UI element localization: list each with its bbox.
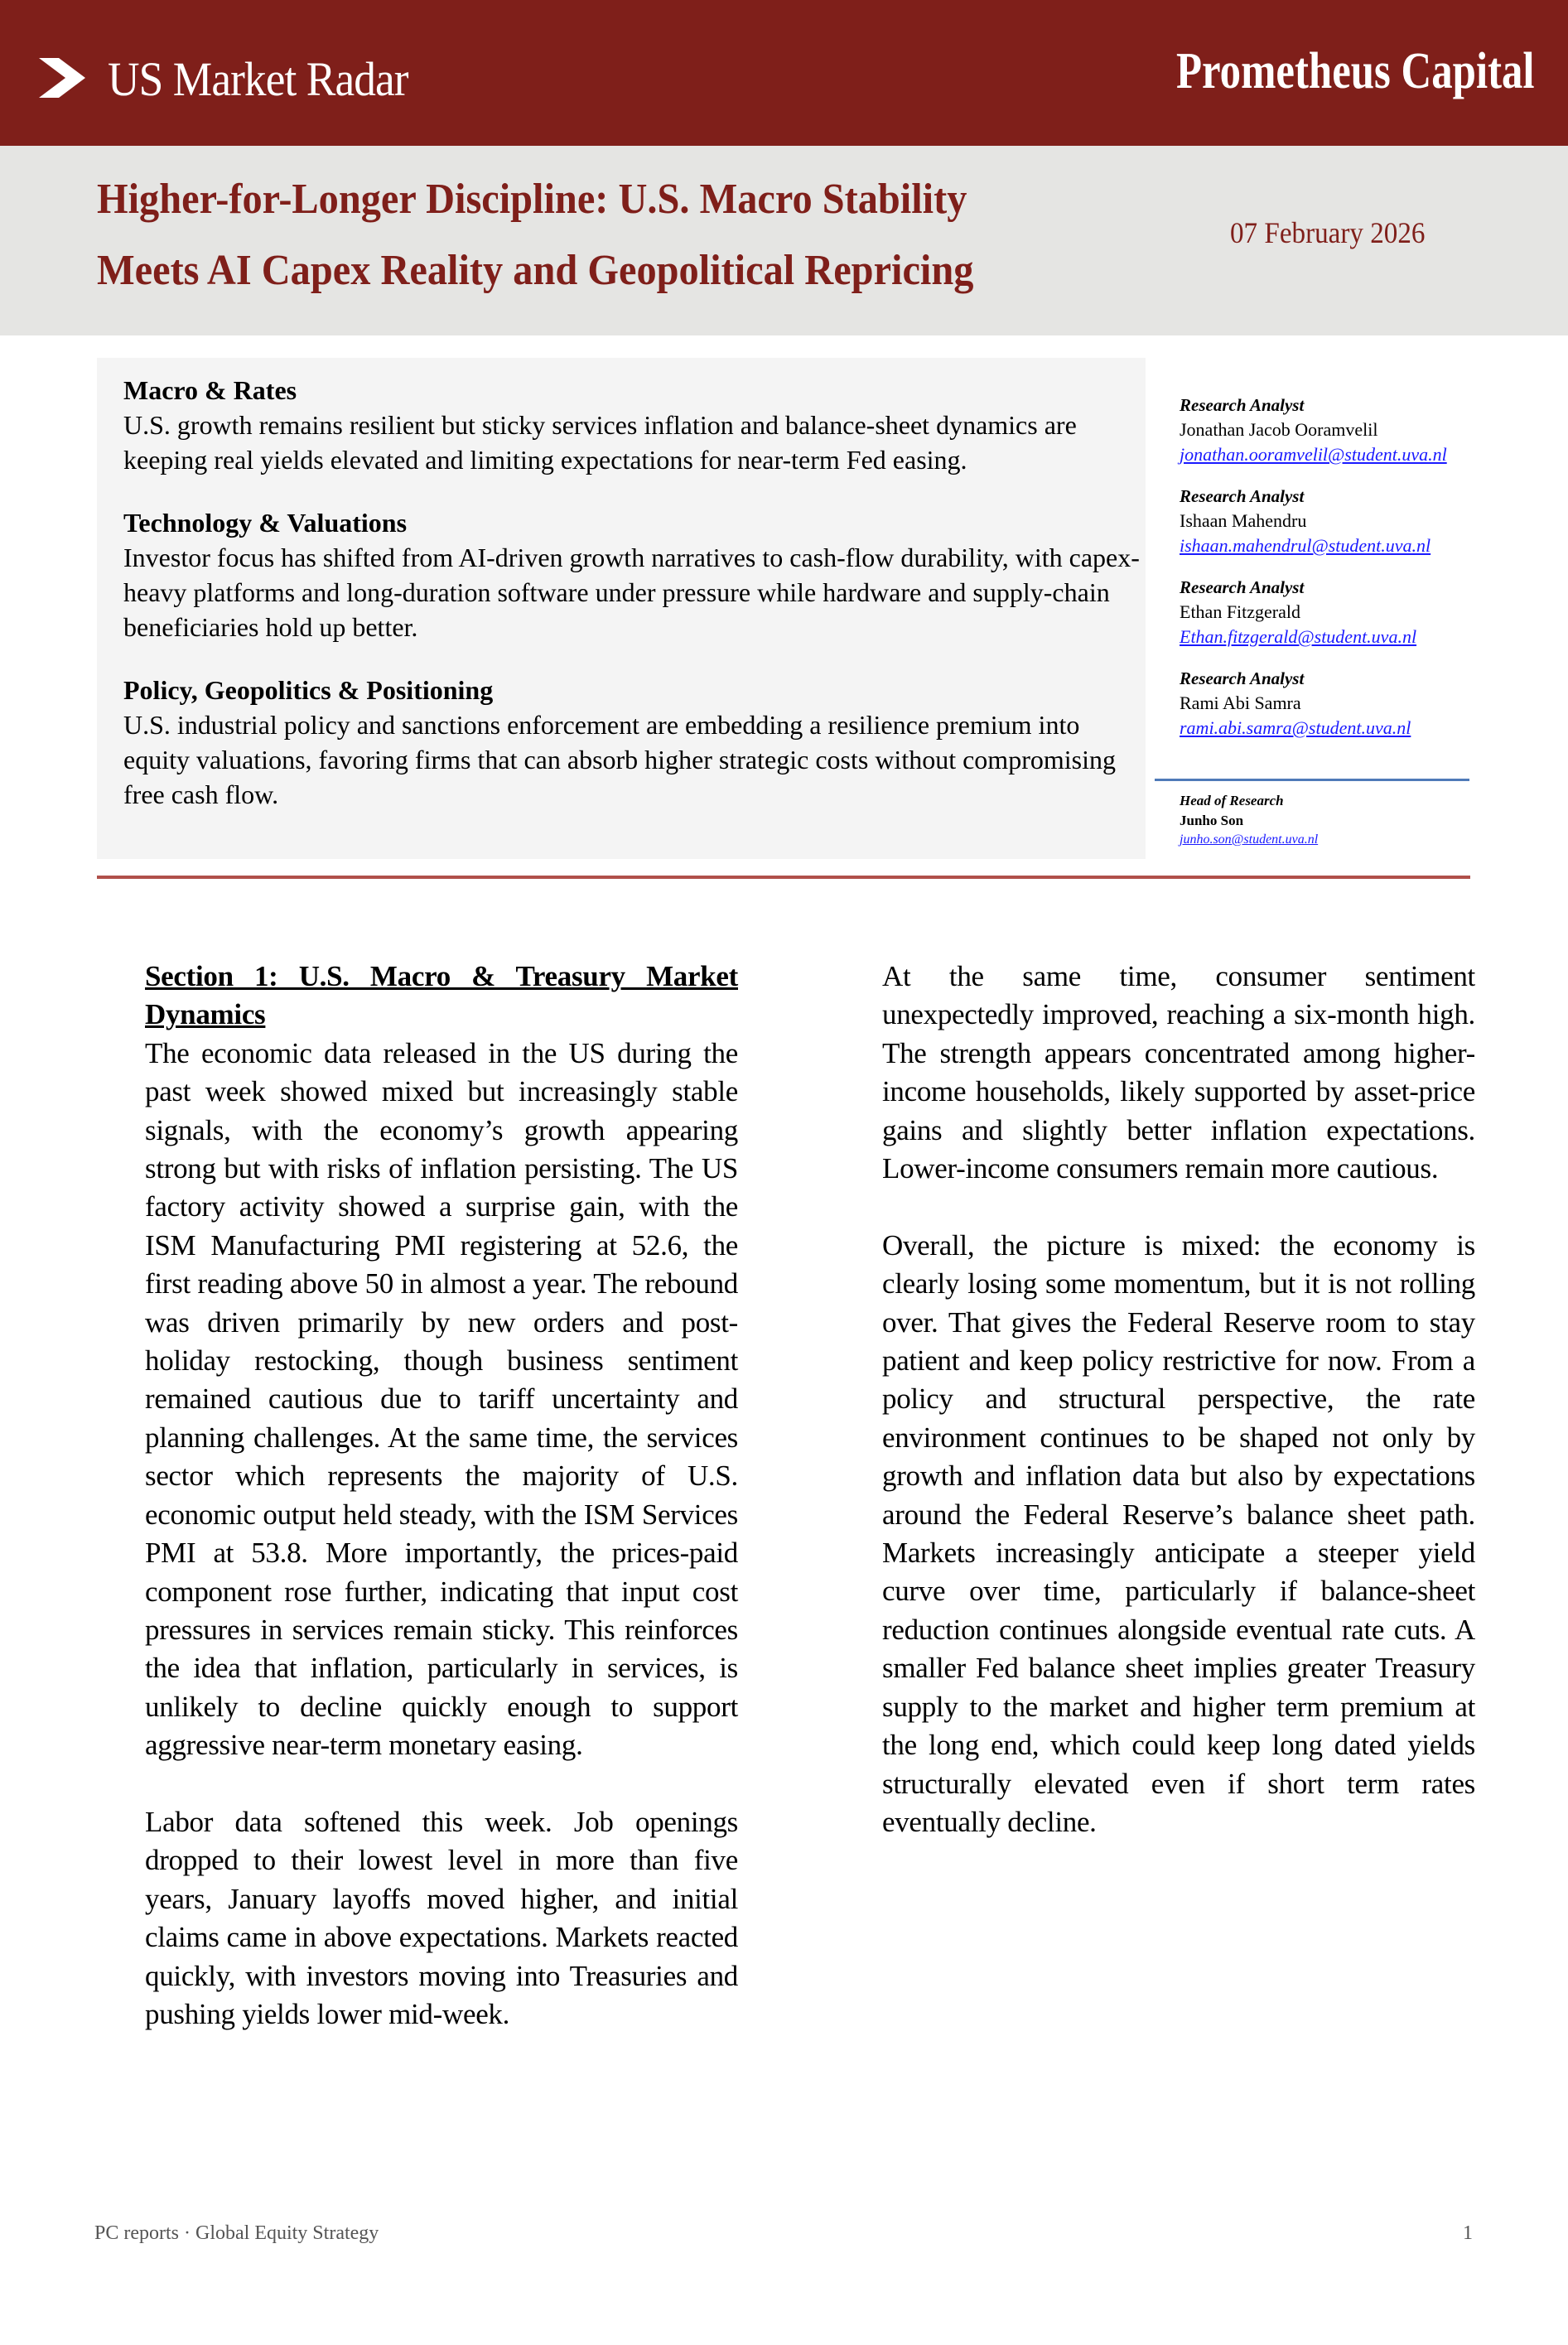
- body-paragraph: Labor data softened this week. Job openings dropped to their lowest level in more than five years, January layoffs moved higher, and initial claims came in above expectations. Markets reacted quickly, with investors moving into Treasuries and pushing yields lower mid-week.: [145, 1805, 738, 2030]
- section-divider: [97, 876, 1470, 879]
- analyst-role: Research Analyst: [1180, 486, 1305, 506]
- contacts-divider: [1155, 779, 1469, 781]
- title-band: [0, 146, 1568, 335]
- analyst-contact: [1180, 666, 1478, 741]
- analyst-email-link[interactable]: ishaan.mahendrul@student.uva.nl: [1180, 535, 1431, 556]
- body-column-left: [145, 958, 738, 2072]
- analyst-contact: [1180, 484, 1478, 558]
- chevron-right-icon: [39, 58, 85, 98]
- summary-technology-valuations: [123, 505, 1151, 644]
- report-title-line-1: Higher-for-Longer Discipline: U.S. Macro Stability: [97, 176, 967, 223]
- analyst-contact: [1180, 575, 1478, 649]
- analyst-role: Research Analyst: [1180, 668, 1305, 688]
- report-title-line-2: Meets AI Capex Reality and Geopolitical Repricing: [97, 247, 974, 294]
- head-email-link[interactable]: junho.son@student.uva.nl: [1180, 832, 1319, 847]
- analyst-email-link[interactable]: rami.abi.samra@student.uva.nl: [1180, 717, 1411, 738]
- section-heading: Section 1: U.S. Macro & Treasury Market Dynamics: [145, 960, 738, 1031]
- body-paragraph: At the same time, consumer sentiment unexpectedly improved, reaching a six-month high. The strength appears concentrated among higher-income households, likely supported by asset-price gains and slightly better inflation expectations. Lower-income consumers remain more cautious.: [882, 960, 1475, 1185]
- footer-label: PC reports · Global Equity Strategy: [94, 2222, 379, 2244]
- summary-heading: Technology & Valuations: [123, 508, 408, 538]
- analyst-role: Research Analyst: [1180, 395, 1305, 415]
- analyst-contact: [1180, 393, 1478, 467]
- analyst-name: Rami Abi Samra: [1180, 692, 1301, 713]
- summary-text: Investor focus has shifted from AI-driven growth narratives to cash-flow durability, with capex-heavy platforms and long-duration software under pressure while hardware and supply-chain beneficiaries hold up better.: [123, 543, 1140, 642]
- body-paragraph: The economic data released in the US during the past week showed mixed but increasingly stable signals, with the economy’s growth appearing strong but with risks of inflation persisting. The US factory activity showed a surprise gain, with the ISM Manufacturing PMI registering at 52.6, the first reading above 50 in almost a year. The rebound was driven primarily by new orders and post-holiday restocking, though business sentiment remained cautious due to tariff uncertainty and planning challenges. At the same time, the services sector which represents the majority of U.S. economic output held steady, with the ISM Services PMI at 53.8. More importantly, the prices-paid component rose further, indicating that input cost pressures in services remain sticky. This reinforces the idea that inflation, particularly in services, is unlikely to decline quickly enough to support aggressive near-term monetary easing.: [145, 1036, 738, 1762]
- page-number: 1: [1463, 2222, 1473, 2244]
- body-column-right: [882, 958, 1475, 1880]
- summary-macro-rates: [123, 373, 1151, 477]
- analyst-email-link[interactable]: Ethan.fitzgerald@student.uva.nl: [1180, 626, 1417, 647]
- publication-name: US Market Radar: [108, 52, 408, 106]
- head-of-research-contact: [1180, 791, 1318, 849]
- analyst-role: Research Analyst: [1180, 577, 1305, 597]
- analyst-name: Ethan Fitzgerald: [1180, 601, 1301, 622]
- analyst-email-link[interactable]: jonathan.ooramvelil@student.uva.nl: [1180, 444, 1447, 465]
- summary-heading: Macro & Rates: [123, 375, 297, 405]
- summary-policy-geopolitics: [123, 673, 1151, 812]
- body-paragraph: Overall, the picture is mixed: the economy is clearly losing some momentum, but it is not rolling over. That gives the Federal Reserve room to stay patient and keep policy restrictive for now. From a policy and structural perspective, the rate environment continues to be shaped not only by growth and inflation data but also by expectations around the Federal Reserve’s balance sheet path. Markets increasingly anticipate a steeper yield curve over time, particularly if balance-sheet reduction continues alongside eventual rate cuts. A smaller Fed balance sheet implies greater Treasury supply to the market and higher term premium at the long end, which could keep long dated yields structurally elevated even if short term rates eventually decline.: [882, 1228, 1475, 1838]
- analyst-name: Ishaan Mahendru: [1180, 510, 1307, 531]
- report-date: 07 February 2026: [1230, 216, 1426, 249]
- head-role: Head of Research: [1180, 793, 1284, 808]
- analyst-contacts: [1180, 393, 1478, 757]
- summary-text: U.S. growth remains resilient but sticky services inflation and balance-sheet dynamics are keeping real yields elevated and limiting expectations for near-term Fed easing.: [123, 410, 1077, 475]
- report-title: [97, 164, 1098, 306]
- firm-logo-text: Prometheus Capital: [1176, 43, 1535, 99]
- analyst-name: Jonathan Jacob Ooramvelil: [1180, 419, 1378, 440]
- head-name: Junho Son: [1180, 813, 1244, 828]
- key-takeaways-box: [97, 358, 1146, 859]
- summary-heading: Policy, Geopolitics & Positioning: [123, 675, 494, 705]
- report-header-band: [0, 0, 1568, 146]
- summary-text: U.S. industrial policy and sanctions enforcement are embedding a resilience premium into equity valuations, favoring firms that can absorb higher strategic costs without compromising free cash flow.: [123, 710, 1116, 809]
